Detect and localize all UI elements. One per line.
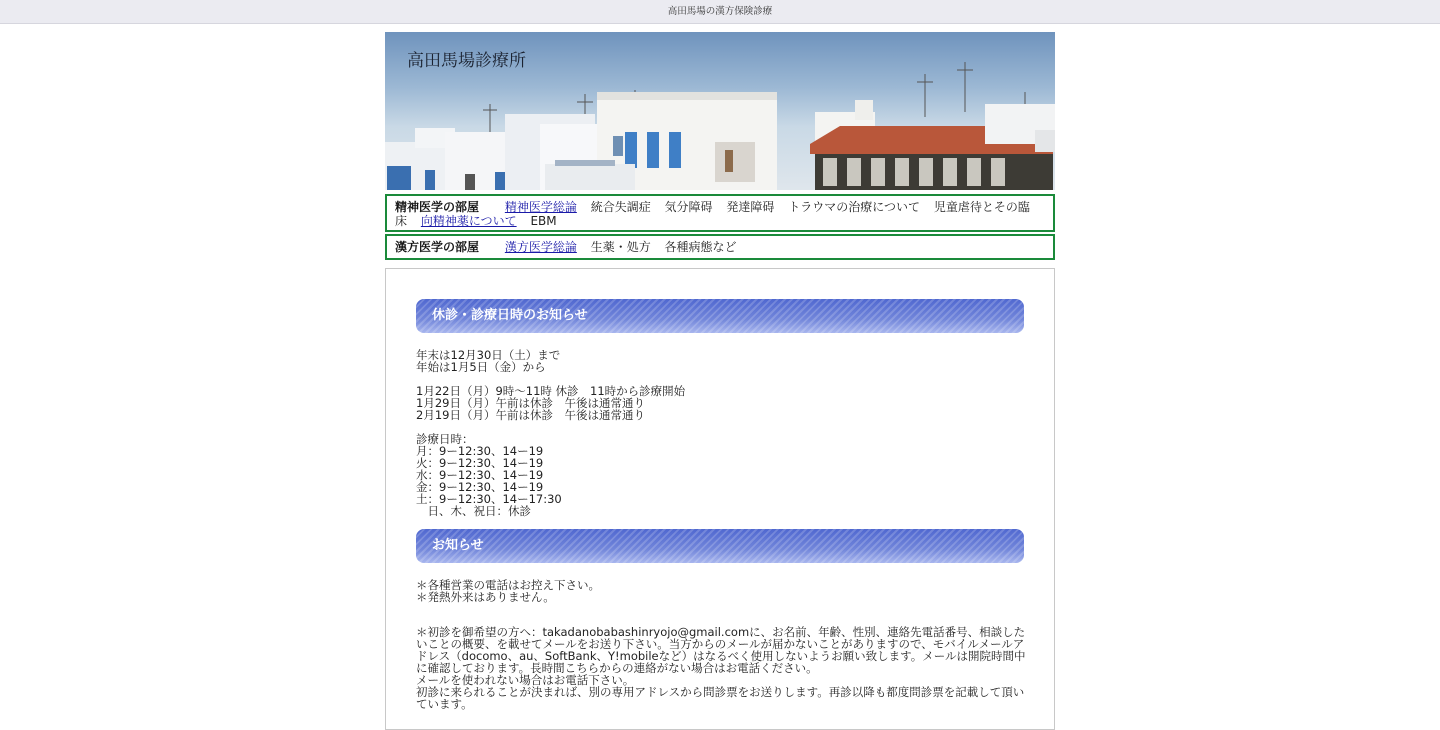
nav-item-trauma-treatment: トラウマの治療について	[788, 200, 920, 214]
nav-item-schizophrenia: 統合失調症	[590, 200, 651, 214]
link-psychotropic-drugs[interactable]: 向精神薬について	[420, 214, 517, 228]
clinic-name-title: 高田馬場診療所	[407, 51, 526, 71]
window-title: 高田馬場の漢方保険診療	[667, 6, 773, 17]
heading-closures: 休診・診療日時のお知らせ	[416, 299, 1024, 333]
main-content	[385, 268, 1055, 730]
heading-notices: お知らせ	[416, 529, 1024, 563]
text-office-hours: 診療日時： 月：9ー12:30、14ー19 火：9ー12:30、14ー19 水：9ー12:30、14ー19 金：9ー12:30、14ー19 土：9ー12:30、14ー17:30 日、木、祝日：休診	[416, 432, 562, 518]
text-year-end: 年末は12月30日（土）まで 年始は1月5日（金）から	[416, 348, 561, 374]
nav-item-mood-disorder: 気分障碍	[664, 200, 713, 214]
header-banner	[385, 32, 1055, 190]
page-container	[385, 32, 1055, 730]
nav-item-ebm: EBM	[530, 214, 557, 228]
nav-item-child-abuse: 児童虐待とその臨床	[395, 200, 1030, 228]
nav-kampo	[385, 234, 1055, 260]
nav-psychiatry-section-label: 精神医学の部屋	[395, 200, 480, 214]
text-notices: ＊各種営業の電話はお控え下さい。 ＊発熱外来はありません。	[416, 578, 600, 604]
link-psychiatry-overview[interactable]: 精神医学総論	[504, 200, 577, 214]
nav-kampo-section-label: 漢方医学の部屋	[395, 240, 480, 254]
nav-psychiatry	[385, 194, 1055, 232]
nav-item-conditions: 各種病態など	[664, 240, 737, 254]
text-first-visit: ＊初診を御希望の方へ：takadanobabashinryojo@gmail.comに、お名前、年齢、性別、連絡先電話番号、相談したいことの概要、を載せてメールをお送り下さい。当方からのメールが届かないことがありますので、モバイルメールアドレス（docomo、au、SoftBank、Y!mobileなど）はなるべく使用しないようお願い致します。メールは開院時間中に確認しております。長時間こちらからの連絡がない場合はお電話ください。 メールを使われない場合はお電話下さい。 初診に来られることが決まれば、別の専用アドレスから問診票をお送りします。再診以降も都度問診票を記載して頂いています。	[416, 625, 1026, 711]
nav-item-herbs-prescriptions: 生薬・処方	[590, 240, 651, 254]
link-kampo-overview[interactable]: 漢方医学総論	[504, 240, 577, 254]
nav-item-developmental-disorder: 発達障碍	[726, 200, 775, 214]
browser-title-bar	[0, 0, 1440, 24]
text-closure-dates: 1月22日（月）9時〜11時 休診 11時から診療開始 1月29日（月）午前は休診 午後は通常通り 2月19日（月）午前は休診 午後は通常通り	[416, 384, 686, 422]
